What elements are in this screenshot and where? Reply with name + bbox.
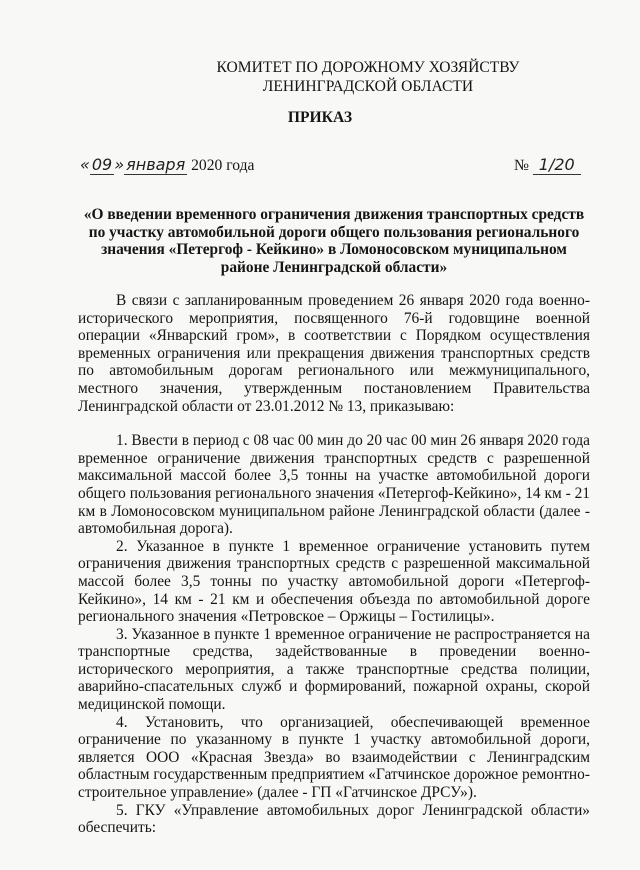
order-item-5: 5. ГКУ «Управление автомобильных дорог Ленинградской области» обеспечить:	[78, 801, 590, 837]
date-month: января	[126, 155, 186, 174]
preamble-paragraph: В связи с запланированным проведением 26 января 2020 года военно-исторического мероприятия, посвященного 76-й годовщине военной операции «Январский гром», в соответствии с Порядком осуществления временных ограничения или прекращения движения транспортных средств по автомобильным дорогам регионального или межмуниципального, местного значения, утвержденным постановлением Правительства Ленинградской области от 23.01.2012 № 13, приказываю:	[78, 292, 590, 415]
number-label: №	[514, 157, 529, 174]
issuer-line-2: ЛЕНИНГРАДСКОЙ ОБЛАСТИ	[262, 78, 474, 95]
order-subject: «О введении временного ограничения движения транспортных средств по участку автомобильной дороги общего пользования регионального значения «Петергоф - Кейкино» в Ломоносовском муниципальном районе Ленинградской области»	[83, 206, 585, 276]
order-body	[78, 292, 590, 837]
document-type: ПРИКАЗ	[287, 109, 353, 126]
order-item-4: 4. Установить, что организацией, обеспечивающей временное ограничение по указанному в пункте 1 участку автомобильной дороги, является ООО «Красная Звезда» во взаимодействии с Ленинградским областным государственным предприятием «Гатчинское дорожное ремонтно-строительное управление» (далее - ГП «Гатчинское ДРСУ»).	[78, 713, 590, 802]
number-value: 1/20	[533, 155, 581, 175]
order-date	[80, 155, 254, 175]
issuer-line-1: КОМИТЕТ ПО ДОРОЖНОМУ ХОЗЯЙСТВУ	[216, 59, 520, 76]
order-number	[514, 155, 581, 175]
date-day: 09	[91, 155, 113, 174]
date-open-quote: «	[80, 155, 90, 174]
date-year: 2020 года	[191, 157, 255, 174]
order-item-1: 1. Ввести в период с 08 час 00 мин до 20 час 00 мин 26 января 2020 года временное ограничение движения транспортных средств с разрешенной максимальной массой более 3,5 тонны на участке автомобильной дороги общего пользования регионального значения «Петергоф-Кейкино», 14 км - 21 км в Ломоносовском муниципальном районе Ленинградской области (далее - автомобильная дорога).	[78, 432, 590, 538]
date-close-quote: »	[114, 155, 125, 174]
issuer-block	[48, 58, 640, 96]
order-item-2: 2. Указанное в пункте 1 временное ограничение установить путем ограничения движения транспортных средств с разрешенной максимальной массой более 3,5 тонны по участку автомобильной дороги «Петергоф-Кейкино», 14 км - 21 км и обеспечения объезда по автомобильной дороге регионального значения «Петровское – Оржицы – Гостилицы».	[78, 537, 590, 626]
order-item-3: 3. Указанное в пункте 1 временное ограничение не распространяется на транспортные средства, задействованные в проведении военно-исторического мероприятия, а также транспортные средства полиции, аварийно-спасательных служб и формирований, пожарной охраны, скорой медицинской помощи.	[78, 625, 590, 714]
